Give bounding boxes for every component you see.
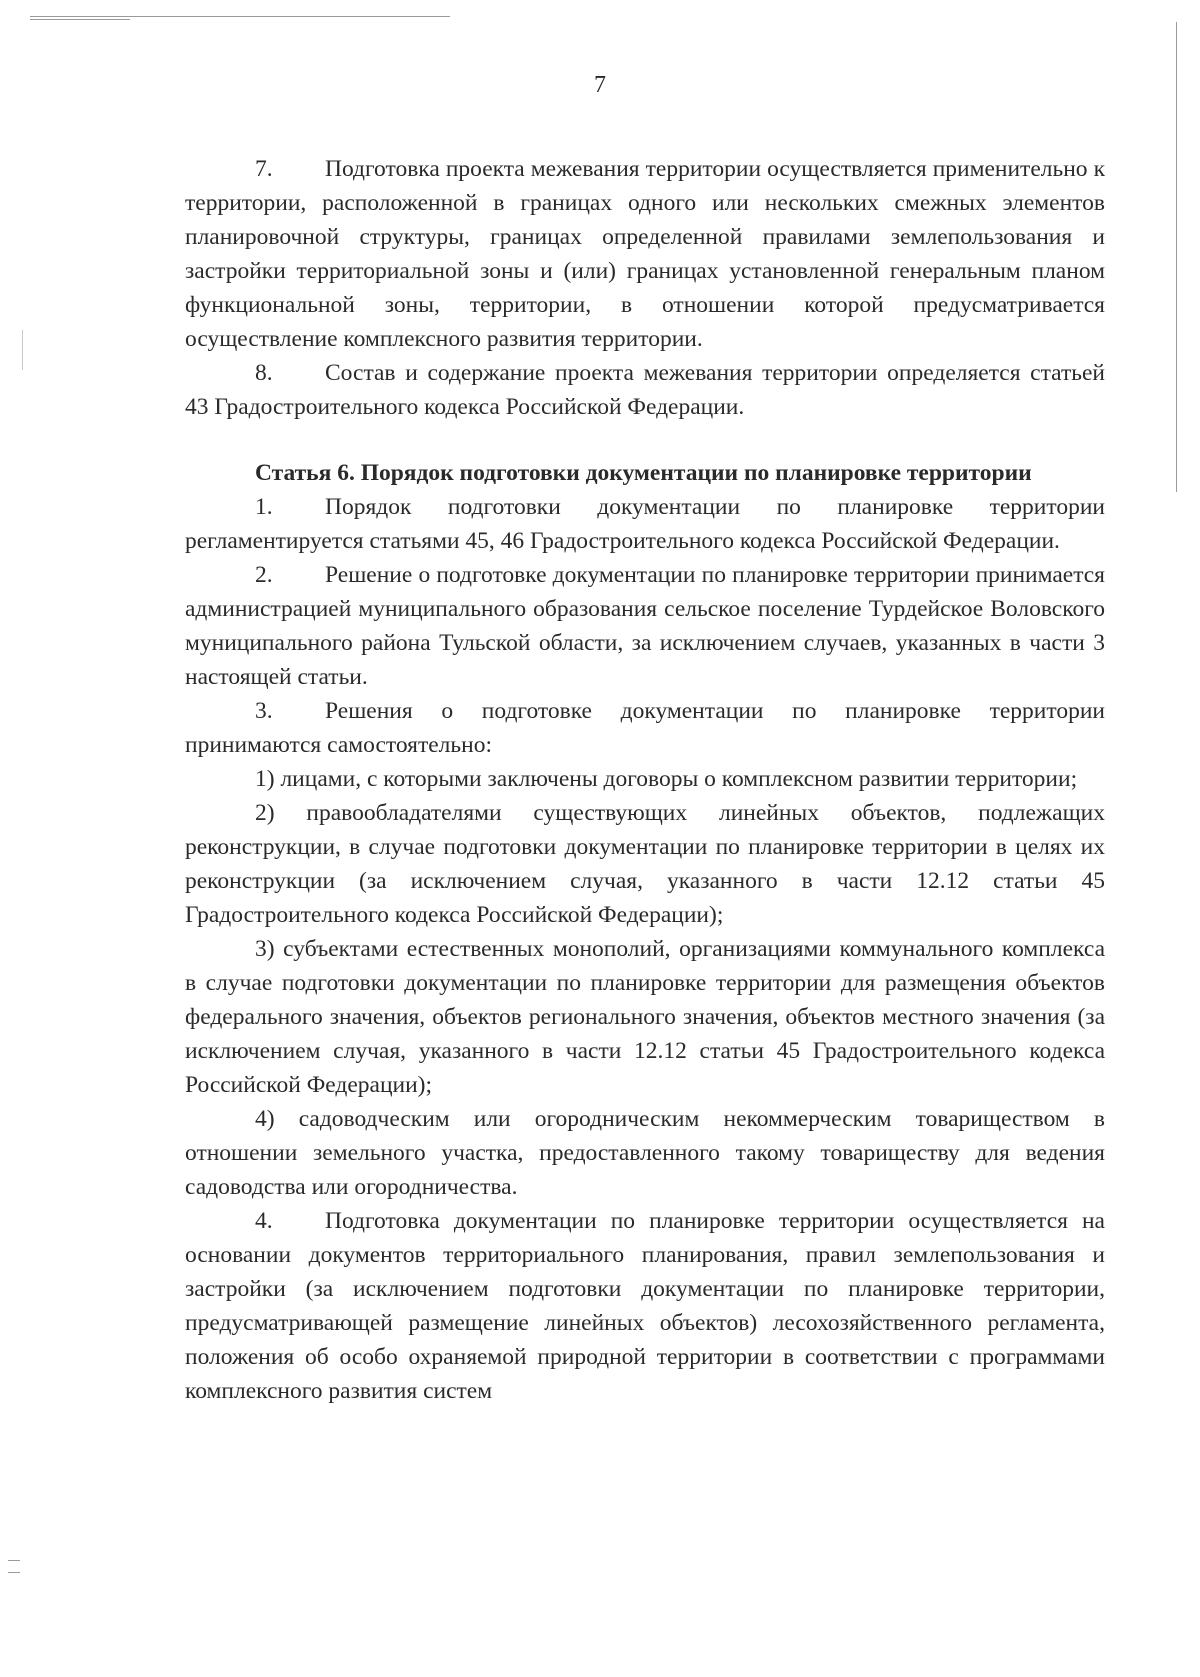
- paragraph-text: Подготовка документации по планировке территории осуществляется на основании документов территориального планирования, правил землепользования и застройки (за исключением подготовки документации по планировке территории, предусматривающей размещение линейных объектов) лесохозяйственного регламента, положения об особо охраняемой природной территории в соответствии с программами комплексного развития систем: [185, 1208, 1105, 1404]
- paragraph-8: [185, 356, 1105, 424]
- paragraph-text: Порядок подготовки документации по планировке территории регламентируется статьями 45, 46 Градостроительного кодекса Российской Федерации.: [185, 494, 1105, 554]
- paragraph-number: 8.: [255, 360, 273, 386]
- paragraph-text: Решения о подготовке документации по планировке территории принимаются самостоятельно:: [185, 698, 1105, 758]
- scan-artifact-left-bottom: [8, 1560, 20, 1561]
- document-body: [185, 152, 1105, 1408]
- subitem-2: 2) правообладателями существующих линейных объектов, подлежащих реконструкции, в случае подготовки документации по планировке территории в целях их реконструкции (за исключением случая, указанного в части 12.12 статьи 45 Градостроительного кодекса Российской Федерации);: [185, 800, 1105, 928]
- paragraph-7: [185, 152, 1105, 356]
- article-heading: Статья 6. Порядок подготовки документации по планировке территории: [255, 460, 1032, 486]
- paragraph-number: 4.: [255, 1208, 273, 1234]
- scan-artifact-left-mark: [22, 330, 23, 370]
- paragraph-text: Состав и содержание проекта межевания территории определяется статьей 43 Градостроительного кодекса Российской Федерации.: [185, 360, 1105, 420]
- paragraph-number: 3.: [255, 698, 273, 724]
- paragraph-3: [185, 694, 1105, 762]
- scan-artifact-top-line: [30, 16, 450, 17]
- paragraph-number: 1.: [255, 494, 273, 520]
- scan-artifact-top-line-2: [30, 19, 130, 20]
- paragraph-4: [185, 1204, 1105, 1408]
- scan-artifact-left-bottom-2: [8, 1572, 20, 1573]
- paragraph-2: [185, 558, 1105, 694]
- paragraph-text: Решение о подготовке документации по планировке территории принимается администрацией муниципального образования сельское поселение Турдейское Воловского муниципального района Тульской области, за исключением случаев, указанных в части 3 настоящей статьи.: [185, 562, 1105, 690]
- paragraph-1: [185, 490, 1105, 558]
- subitem-4: 4) садоводческим или огородническим некоммерческим товариществом в отношении земельного участка, предоставленного такому товариществу для ведения садоводства или огородничества.: [185, 1106, 1105, 1200]
- paragraph-number: 7.: [255, 156, 273, 182]
- page-number: 7: [594, 72, 606, 98]
- paragraph-number: 2.: [255, 562, 273, 588]
- subitem-3: 3) субъектами естественных монополий, организациями коммунального комплекса в случае подготовки документации по планировке территории для размещения объектов федерального значения, объектов регионального значения, объектов местного значения (за исключением случая, указанного в части 12.12 статьи 45 Градостроительного кодекса Российской Федерации);: [185, 936, 1105, 1098]
- subitem-1: 1) лицами, с которыми заключены договоры о комплексном развитии территории;: [255, 766, 1078, 792]
- paragraph-text: Подготовка проекта межевания территории осуществляется применительно к территории, расположенной в границах одного или нескольких смежных элементов планировочной структуры, границах определенной правилами землепользования и застройки территориальной зоны и (или) границах установленной генеральным планом функциональной зоны, территории, в отношении которой предусматривается осуществление комплексного развития территории.: [185, 156, 1105, 352]
